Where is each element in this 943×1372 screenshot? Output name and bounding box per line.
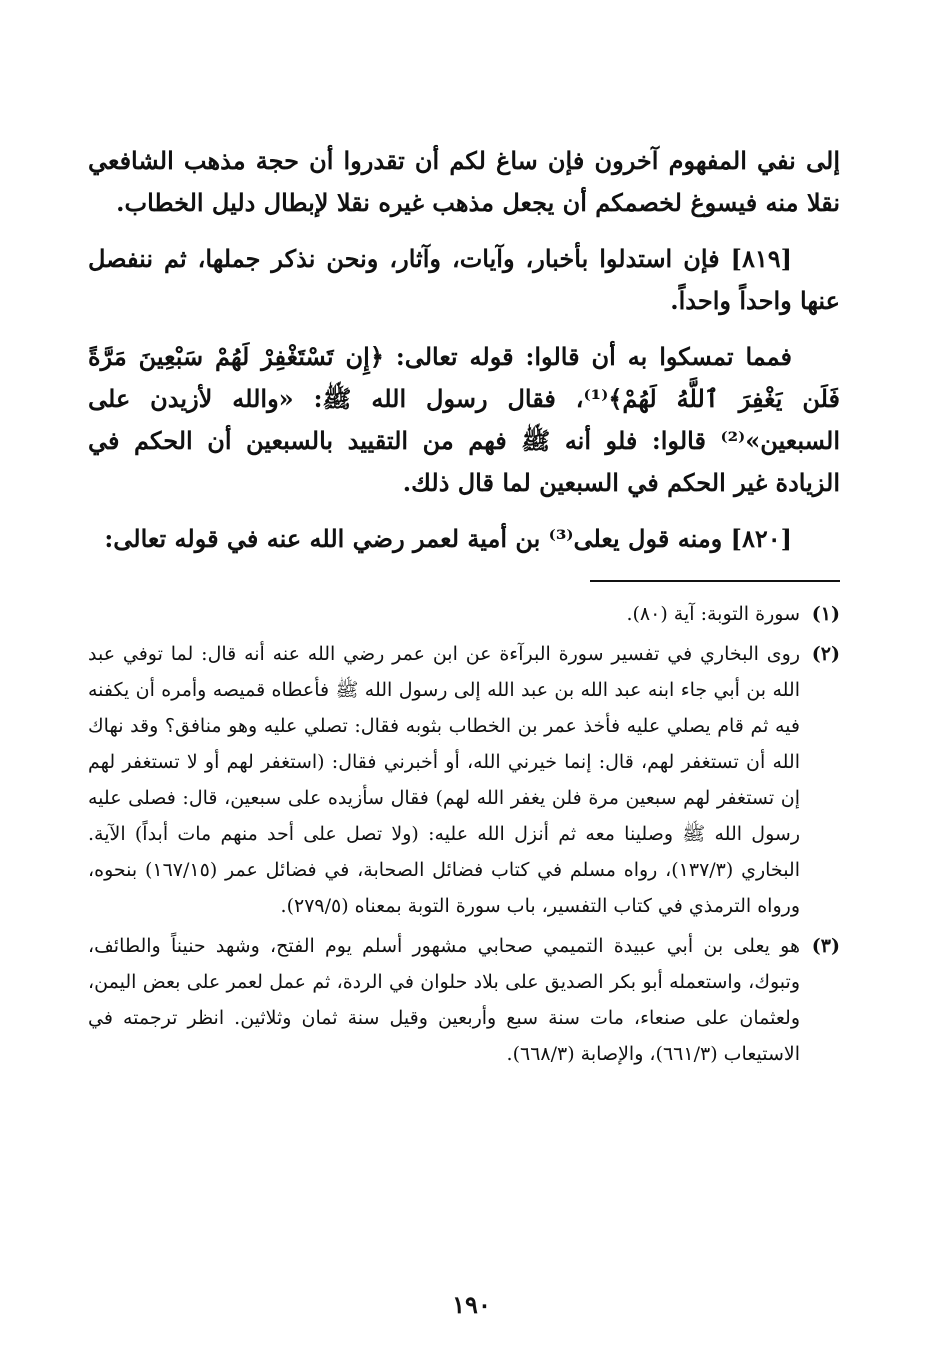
footnote-text: سورة التوبة: آية (٨٠).	[626, 603, 800, 625]
footnote-divider	[590, 580, 840, 582]
footnote-3	[88, 928, 840, 1072]
footnotes	[88, 596, 840, 1072]
main-text	[88, 140, 840, 560]
page-content	[88, 140, 840, 1076]
paragraph-820: [٨٢٠] ومنه قول يعلى⁽³⁾ بن أمية لعمر رضي الله عنه في قوله تعالى:	[104, 524, 792, 553]
footnote-number: (٣)	[811, 935, 840, 957]
paragraph-quran-verse: فمما تمسكوا به أن قالوا: قوله تعالى: ﴿إِن تَسْتَغْفِرْ لَهُمْ سَبْعِينَ مَرَّةً فَلَن يَغْفِرَ ٱللَّهُ لَهُمْ﴾⁽¹⁾، فقال رسول الله ﷺ: «والله لأزيدن على السبعين»⁽²⁾ قالوا: فلو أنه ﷺ فهم من التقييد بالسبعين أن الحكم في الزيادة غير الحكم في السبعين لما قال ذلك.	[88, 342, 841, 497]
paragraph-1: إلى نفي المفهوم آخرون فإن ساغ لكم أن تقدروا أن حجة مذهب الشافعي نقلا منه فيسوغ لخصمكم أن يجعل مذهب غيره نقلا لإبطال دليل الخطاب.	[88, 146, 840, 217]
footnote-1	[88, 596, 840, 632]
footnote-number: (٢)	[811, 643, 840, 665]
footnote-number: (١)	[811, 603, 840, 625]
footnote-text: هو يعلى بن أبي عبيدة التميمي صحابي مشهور أسلم يوم الفتح، وشهد حنيناً والطائف، وتبوك، واستعمله أبو بكر الصديق على بلاد حلوان في الردة، ثم عمل لعمر على بعض اليمن، ولعثمان على صنعاء، مات سنة سبع وأربعين وقيل سنة ثمان وثلاثين. انظر ترجمته في الاستيعاب (٦٦١/٣)، والإصابة (٦٦٨/٣).	[88, 935, 800, 1065]
footnote-2	[88, 636, 840, 924]
paragraph-819: [٨١٩] فإن استدلوا بأخبار، وآيات، وآثار، ونحن نذكر جملها، ثم ننفصل عنها واحداً واحداً.	[88, 244, 840, 315]
page-number: ١٩٠	[452, 1290, 491, 1319]
footnote-text: روى البخاري في تفسير سورة البرآءة عن ابن عمر رضي الله عنه أنه قال: لما توفي عبد الله بن أبي جاء ابنه عبد الله بن عبد الله إلى رسول الله ﷺ فأعطاه قميصه وأمره أن يكفنه فيه ثم قام يصلي عليه فأخذ عمر بن الخطاب بثوبه فقال: تصلي عليه وهو منافق؟ وقد نهاك الله أن تستغفر لهم، قال: إنما خيرني الله، أو أخبرني فقال: (استغفر لهم أو لا تستغفر لهم إن تستغفر لهم سبعين مرة فلن يغفر الله لهم) فقال سأزيده على سبعين، قال: فصلى عليه رسول الله ﷺ وصلينا معه ثم أنزل الله عليه: (ولا تصل على أحد منهم مات أبداً) الآية. البخاري (١٣٧/٣)، رواه مسلم في كتاب فضائل الصحابة، في فضائل عمر (١٦٧/١٥) بنحوه، ورواه الترمذي في كتاب التفسير، باب سورة التوبة بمعناه (٢٧٩/٥).	[88, 643, 800, 917]
